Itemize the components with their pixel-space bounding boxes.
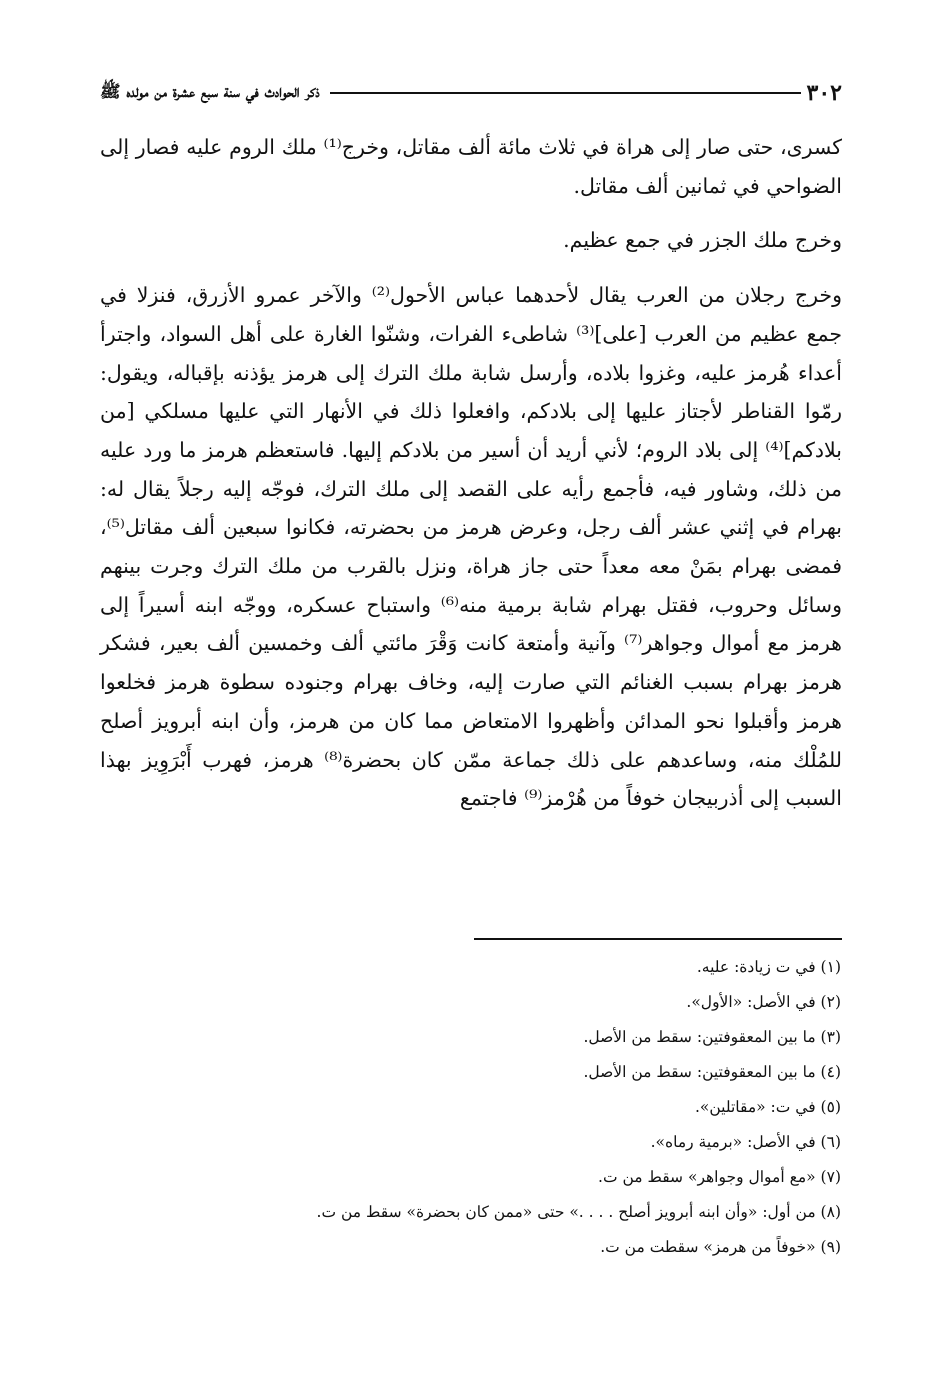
- paragraph: وخرج ملك الجزر في جمع عظيم.: [563, 228, 842, 253]
- page-header: [100, 76, 842, 110]
- footnotes: [241, 950, 841, 1265]
- main-text: [100, 128, 842, 818]
- paragraph: وخرج رجلان من العرب يقال لأحدهما عباس الأحول⁽²⁾ والآخر عمرو الأزرق، فنزلا في جمع عظيم من العرب [على]⁽³⁾ شاطىء الفرات، وشنّوا الغارة على أهل السواد، واجترأ أعداء هُرمز عليه، وغزوا بلاده، وأرسل شابة ملك الترك إلى هرمز يؤذنه بإقباله، ويقول: رمّوا القناطر لأجتاز عليها إلى بلادكم، وافعلوا ذلك في الأنهار التي عليها مسلكي [من بلادكم]⁽⁴⁾ إلى بلاد الروم؛ لأني أريد أن أسير من بلادكم إليها. فاستعظم هرمز ما ورد عليه من ذلك، وشاور فيه، فأجمع رأيه على القصد إلى ملك الترك، فوجّه إليه رجلاً يقال له: بهرام في إثني عشر ألف رجل، وعرض هرمز من بحضرته، فكانوا سبعين ألف مقاتل⁽⁵⁾، فمضى بهرام بمَنْ معه معداً حتى جاز هراة، ونزل بالقرب من ملك الترك وجرت بينهم وسائل وحروب، فقتل بهرام شابة برمية منه⁽⁶⁾ واستباح عسكره، ووجّه ابنه أسيراً إلى هرمز مع أموال وجواهر⁽⁷⁾ وآنية وأمتعة كانت وَقْرَ مائتي ألف وخمسين ألف بعير، فشكر هرمز بهرام بسبب الغنائم التي صارت إليه، وخاف بهرام وجنوده سطوة هرمز فخلعوا هرمز وأقبلوا نحو المدائن وأظهروا الامتعاض مما كان من هرمز، وأن ابنه أبرويز أصلح للمُلْك منه، وساعدهم على ذلك جماعة ممّن كان بحضرة⁽⁸⁾ هرمز، فهرب أَبْرَوِيز بهذا السبب إلى أذربيجان خوفاً من هُرْمز⁽⁹⁾ فاجتمع: [100, 283, 842, 811]
- footnote: (٦) في الأصل: «برمية رماه».: [650, 1133, 841, 1151]
- paragraph: كسرى، حتى صار إلى هراة في ثلاث مائة ألف مقاتل، وخرج⁽¹⁾ ملك الروم عليه فصار إلى الضواحي في ثمانين ألف مقاتل.: [100, 135, 843, 198]
- header-rule: [330, 92, 801, 94]
- footnote: (٣) ما بين المعقوفتين: سقط من الأصل.: [583, 1028, 841, 1046]
- footnote: (٤) ما بين المعقوفتين: سقط من الأصل.: [583, 1063, 841, 1081]
- running-title: ذكر الحوادث في سنة سبع عشرة من مولده ﷺ: [100, 81, 320, 102]
- footnote: (١) في ت زيادة: عليه.: [696, 958, 841, 976]
- footnote: (٨) من أول: «وأن ابنه أبرويز أصلح . . . .» حتى «ممن كان بحضرة» سقط من ت.: [316, 1203, 841, 1221]
- footnote-separator: [474, 938, 842, 940]
- footnote: (٧) «مع أموال وجواهر» سقط من ت.: [598, 1168, 841, 1186]
- footnote: (٢) في الأصل: «الأول».: [686, 993, 841, 1011]
- page-number: ٣٠٢: [806, 80, 842, 106]
- footnote: (٩) «خوفاً من هرمز» سقطت من ت.: [600, 1238, 841, 1256]
- footnote: (٥) في ت: «مقاتلين».: [694, 1098, 841, 1116]
